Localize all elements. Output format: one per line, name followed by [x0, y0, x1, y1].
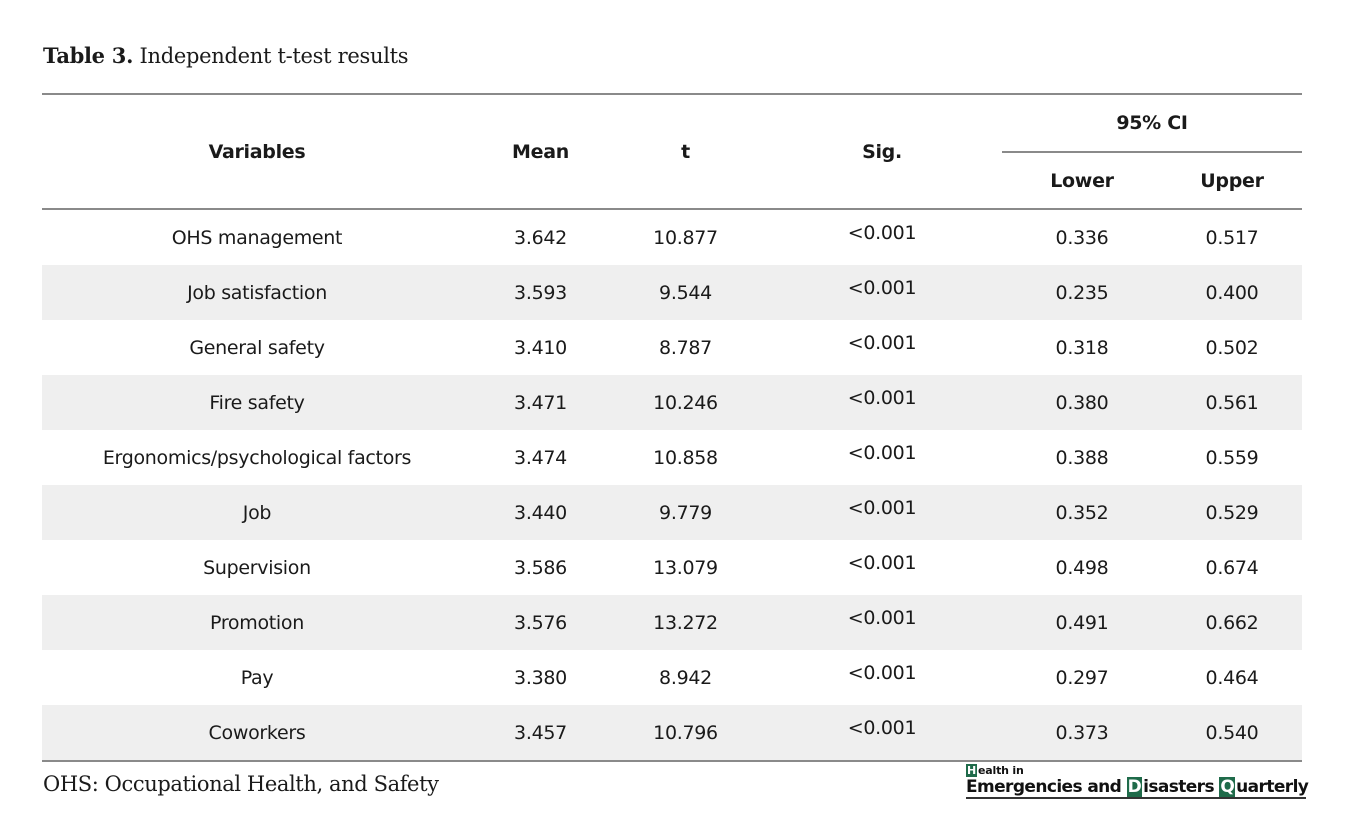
- logo-text-uarterly: uarterly: [1236, 777, 1309, 797]
- cell-lower: 0.336: [1055, 226, 1109, 249]
- cell-lower: 0.498: [1055, 556, 1109, 579]
- cell-sig: <0.001: [762, 595, 1002, 650]
- cell-t: 10.877: [653, 226, 718, 249]
- cell-sig: <0.001: [847, 332, 917, 354]
- header-variables: Variables: [42, 94, 472, 209]
- logo-text-emergencies: Emergencies and: [966, 777, 1127, 797]
- table-row: [42, 705, 1302, 761]
- cell-mean: 3.593: [472, 265, 609, 320]
- cell-upper: 0.540: [1162, 705, 1302, 761]
- cell-variable: Job: [42, 485, 472, 540]
- cell-t: 13.272: [609, 595, 762, 650]
- cell-sig: <0.001: [762, 375, 1002, 430]
- cell-variable: Promotion: [42, 595, 472, 650]
- cell-lower: 0.297: [1055, 666, 1109, 689]
- cell-lower: 0.352: [1002, 485, 1162, 540]
- cell-variable: OHS management: [171, 226, 343, 249]
- logo-text-health: ealth in: [978, 764, 1024, 777]
- cell-sig: <0.001: [762, 485, 1002, 540]
- cell-upper: 0.674: [1205, 556, 1259, 579]
- table-title: Independent t-test results: [139, 44, 409, 68]
- table-row: [42, 485, 1302, 540]
- cell-upper: 0.529: [1162, 485, 1302, 540]
- cell-upper: 0.559: [1205, 446, 1259, 469]
- header-row-top: [42, 94, 1302, 152]
- cell-mean: 3.457: [472, 705, 609, 761]
- cell-upper: 0.561: [1162, 375, 1302, 430]
- cell-lower: 0.380: [1002, 375, 1162, 430]
- cell-mean: 3.474: [514, 446, 567, 469]
- cell-t: 10.796: [609, 705, 762, 761]
- table-label: Table 3.: [43, 43, 134, 68]
- cell-upper: 0.517: [1205, 226, 1259, 249]
- cell-mean: 3.440: [472, 485, 609, 540]
- table-row: [42, 265, 1302, 320]
- header-lower: Lower: [1002, 152, 1162, 209]
- cell-t: 9.779: [609, 485, 762, 540]
- table-row: [42, 430, 1302, 485]
- header-upper: Upper: [1162, 152, 1302, 209]
- header-mean: Mean: [472, 94, 609, 209]
- logo-line-2: [966, 777, 1309, 799]
- cell-t: 10.858: [653, 446, 718, 469]
- table-row: [42, 595, 1302, 650]
- cell-mean: 3.471: [472, 375, 609, 430]
- logo-initial-h: H: [967, 764, 977, 777]
- cell-variable: Supervision: [203, 556, 311, 579]
- cell-lower: 0.318: [1055, 336, 1109, 359]
- logo-initial-d: D: [1127, 777, 1142, 797]
- cell-mean: 3.576: [472, 595, 609, 650]
- cell-variable: Coworkers: [42, 705, 472, 761]
- journal-logo: [966, 764, 1309, 799]
- header-sig: Sig.: [762, 94, 1002, 209]
- table-body: [42, 209, 1302, 761]
- header-ci: 95% CI: [1002, 94, 1302, 152]
- cell-sig: <0.001: [847, 552, 917, 574]
- cell-upper: 0.502: [1205, 336, 1259, 359]
- cell-upper: 0.400: [1162, 265, 1302, 320]
- cell-lower: 0.388: [1055, 446, 1109, 469]
- cell-sig: <0.001: [762, 705, 1002, 761]
- cell-sig: <0.001: [847, 662, 917, 684]
- cell-mean: 3.380: [514, 666, 567, 689]
- table-row: [42, 540, 1302, 595]
- cell-upper: 0.464: [1205, 666, 1259, 689]
- cell-lower: 0.235: [1002, 265, 1162, 320]
- header-t: t: [609, 94, 762, 209]
- logo-line-1: [966, 764, 1306, 777]
- cell-sig: <0.001: [847, 442, 917, 464]
- cell-lower: 0.373: [1002, 705, 1162, 761]
- table-row: [42, 320, 1302, 375]
- cell-mean: 3.410: [514, 336, 567, 359]
- cell-variable: Job satisfaction: [42, 265, 472, 320]
- table-caption: [43, 43, 408, 68]
- cell-variable: Pay: [240, 666, 274, 689]
- cell-t: 10.246: [609, 375, 762, 430]
- logo-text-isasters: isasters: [1143, 777, 1220, 797]
- table-row: [42, 650, 1302, 705]
- cell-t: 8.942: [659, 666, 712, 689]
- cell-variable: Fire safety: [42, 375, 472, 430]
- cell-upper: 0.662: [1162, 595, 1302, 650]
- cell-mean: 3.586: [514, 556, 567, 579]
- cell-t: 13.079: [653, 556, 718, 579]
- cell-sig: <0.001: [847, 222, 917, 244]
- table-footnote: OHS: Occupational Health, and Safety: [43, 772, 439, 796]
- cell-sig: <0.001: [762, 265, 1002, 320]
- cell-t: 8.787: [659, 336, 712, 359]
- cell-lower: 0.491: [1002, 595, 1162, 650]
- t-test-table: [42, 93, 1302, 762]
- cell-variable: Ergonomics/psychological factors: [102, 446, 412, 469]
- table-row: [42, 209, 1302, 265]
- logo-initial-q: Q: [1220, 777, 1235, 797]
- cell-t: 9.544: [609, 265, 762, 320]
- table-row: [42, 375, 1302, 430]
- cell-mean: 3.642: [514, 226, 567, 249]
- cell-variable: General safety: [189, 336, 325, 359]
